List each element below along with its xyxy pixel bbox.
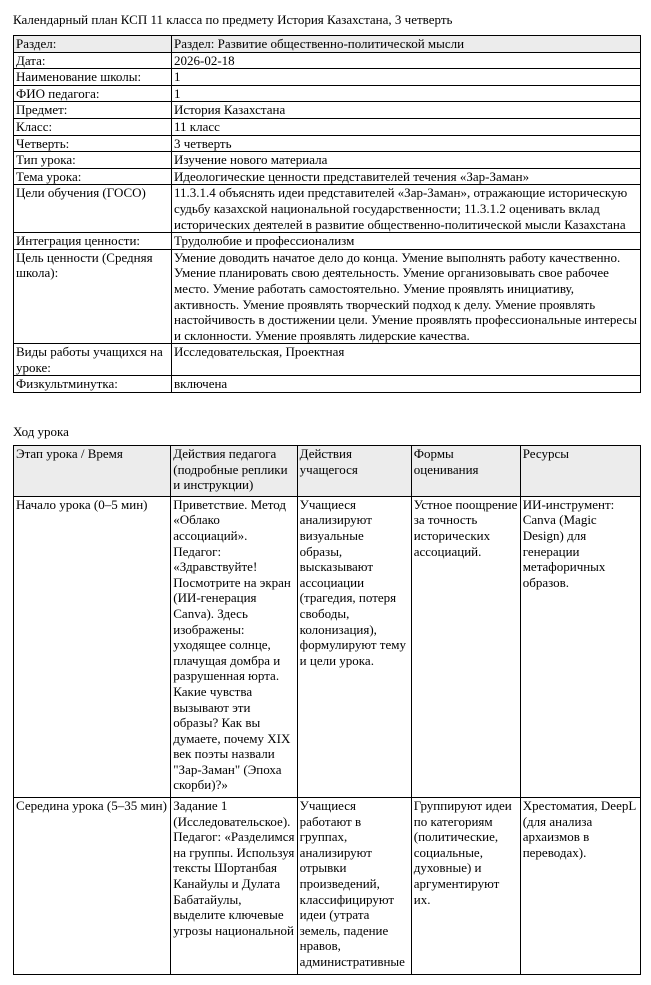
- flow-row: [14, 798, 641, 975]
- info-label: ФИО педагога:: [14, 85, 172, 102]
- header-resources: Ресурсы: [520, 446, 640, 497]
- info-label: Физкультминутка:: [14, 376, 172, 393]
- info-value: История Казахстана: [172, 102, 641, 119]
- teacher-actions-cell: Приветствие. Метод «Облако ассоциаций». Педагог: «Здравствуйте! Посмотрите на экран (ИИ-генерация Canva). Здесь изображены: уходящее солнце, плачущая домбра и разрушенная юрта. Какие чувства вызывают эти образы? Как вы думаете, почему XIX век поэты назвали "Зар-Заман" (Эпоха скорби)?»: [171, 496, 297, 797]
- info-value: 1: [172, 85, 641, 102]
- lesson-flow-title: Ход урока: [13, 424, 69, 439]
- info-row: [14, 152, 641, 169]
- info-label: Наименование школы:: [14, 69, 172, 86]
- info-row: [14, 85, 641, 102]
- stage-cell: Середина урока (5–35 мин): [14, 798, 171, 975]
- info-label: Тип урока:: [14, 152, 172, 169]
- teacher-actions-cell: Задание 1 (Исследовательское). Педагог: «Разделимся на группы. Используя тексты Шортанбая Канайулы и Дулата Бабатайулы, выделите ключевые угрозы национальной: [171, 798, 297, 975]
- info-value: 11.3.1.4 объяснять идеи представителей «Зар-Заман», отражающие историческую судьбу казахской национальной государственности; 11.3.1.2 оценивать вклад исторических деятелей в развитие общественно-политической мысли Казахстана: [172, 185, 641, 233]
- info-row: [14, 344, 641, 376]
- info-row: [14, 168, 641, 185]
- info-row: [14, 52, 641, 69]
- header-teacher-actions: Действия педагога (подробные реплики и инструкции): [171, 446, 297, 497]
- header-stage: Этап урока / Время: [14, 446, 171, 497]
- info-value: включена: [172, 376, 641, 393]
- info-label: Виды работы учащихся на уроке:: [14, 344, 172, 376]
- info-row: [14, 102, 641, 119]
- info-label: Дата:: [14, 52, 172, 69]
- info-row: [14, 135, 641, 152]
- flow-row: [14, 496, 641, 797]
- assessment-cell: Устное поощрение за точность исторических ассоциаций.: [411, 496, 520, 797]
- info-value: Идеологические ценности представителей течения «Зар-Заман»: [172, 168, 641, 185]
- info-row: [14, 118, 641, 135]
- page-title: Календарный план КСП 11 класса по предмету История Казахстана, 3 четверть: [13, 12, 453, 27]
- student-actions-cell: Учащиеся работают в группах, анализируют отрывки произведений, классифицируют идеи (утрата земель, падение нравов, административные: [297, 798, 411, 975]
- info-label: Четверть:: [14, 135, 172, 152]
- info-row: [14, 249, 641, 344]
- info-row: [14, 36, 641, 53]
- student-actions-cell: Учащиеся анализируют визуальные образы, высказывают ассоциации (трагедия, потеря свободы, колонизация), формулируют тему и цели урока.: [297, 496, 411, 797]
- info-row: [14, 185, 641, 233]
- info-row: [14, 233, 641, 250]
- header-assessment: Формы оценивания: [411, 446, 520, 497]
- info-value: Трудолюбие и профессионализм: [172, 233, 641, 250]
- resources-cell: ИИ-инструмент: Canva (Magic Design) для генерации метафоричных образов.: [520, 496, 640, 797]
- flow-header-row: [14, 446, 641, 497]
- info-label: Класс:: [14, 118, 172, 135]
- assessment-cell: Группируют идеи по категориям (политические, социальные, духовные) и аргументируют их.: [411, 798, 520, 975]
- info-label: Цель ценности (Средняя школа):: [14, 249, 172, 344]
- info-label: Цели обучения (ГОСО): [14, 185, 172, 233]
- info-value: Умение доводить начатое дело до конца. Умение выполнять работу качественно. Умение планировать свою деятельность. Умение организовывать свое рабочее место. Умение работать самостоятельно. Умение проявлять инициативу, активность. Умение проявлять творческий подход к делу. Умение проявлять настойчивость в достижении цели. Умение проявлять профессиональные интересы и склонности. Умение проявлять лидерские качества.: [172, 249, 641, 344]
- info-label: Интеграция ценности:: [14, 233, 172, 250]
- info-value: Исследовательская, Проектная: [172, 344, 641, 376]
- info-value: 2026-02-18: [172, 52, 641, 69]
- info-value: 1: [172, 69, 641, 86]
- info-value: Изучение нового материала: [172, 152, 641, 169]
- lesson-flow-table: [13, 445, 641, 975]
- info-label: Тема урока:: [14, 168, 172, 185]
- info-row: [14, 376, 641, 393]
- resources-cell: Хрестоматия, DeepL (для анализа архаизмов в переводах).: [520, 798, 640, 975]
- header-student-actions: Действия учащегося: [297, 446, 411, 497]
- info-value: 11 класс: [172, 118, 641, 135]
- info-row: [14, 69, 641, 86]
- lesson-info-table: [13, 35, 641, 393]
- info-label: Предмет:: [14, 102, 172, 119]
- info-value: Раздел: Развитие общественно-политической мысли: [172, 36, 641, 53]
- stage-cell: Начало урока (0–5 мин): [14, 496, 171, 797]
- info-value: 3 четверть: [172, 135, 641, 152]
- info-label: Раздел:: [14, 36, 172, 53]
